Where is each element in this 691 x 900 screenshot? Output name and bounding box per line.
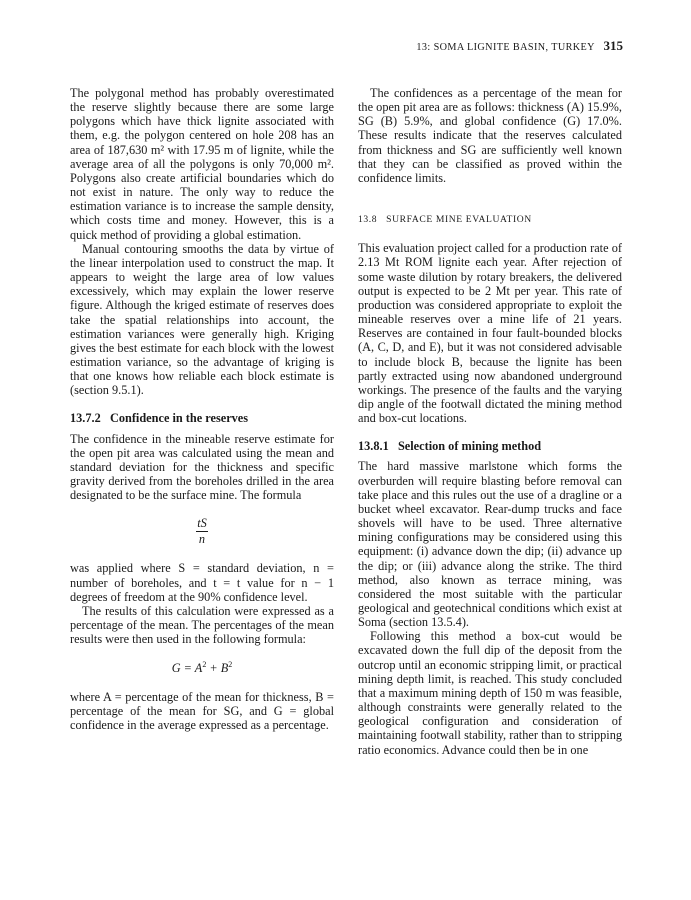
formula-exponent-a: 2 (202, 660, 207, 670)
paragraph-evaluation-project: This evaluation project called for a production rate of 2.13 Mt ROM lignite each year. After rejection of some waste dilution by rotary breakers, the delivered output is expected to be 2 Mt per year. This rate of production was considered appropriate to exploit the mineable reserves over a mine life of 21 years. Reserves are contained in four fault-bounded blocks (A, C, D, and E), but it was not considered advisable to include block B, because the lignite has been partly extracted using now abandoned underground workings. The presence of the faults and the varying dip angle of the footwall dictated the mining method and box-cut locations. (358, 241, 622, 426)
heading-13-7-2: 13.7.2 Confidence in the reserves (70, 411, 249, 426)
fraction-denominator: n (198, 532, 206, 547)
right-column (358, 86, 622, 757)
paragraph-formula-explanation: was applied where S = standard deviation, n = number of boreholes, and t = t value for n − 1 degrees of freedom at the 90% confidence level. (70, 561, 334, 604)
formula-part-g-equals-a: G = A (171, 661, 203, 676)
paragraph-confidence-estimate: The confidence in the mineable reserve estimate for the open pit area was calculated using the mean and standard deviation for the thickness and specific gravity derived from the boreholes drilled in the area designated to be the surface mine. The formula (70, 431, 334, 503)
formula-global-confidence (70, 658, 334, 675)
formula-exponent-b: 2 (228, 660, 233, 670)
paragraph-manual-contouring: Manual contouring smooths the data by virtue of the linear interpolation used to construct the map. It appears to weight the large area of low values excessively, which may explain the lower reserve figure. Although the kriged estimate of reserves does take the spatial relationships into account, the estimation variances were generally high. Kriging gives the best estimate for each block with the lowest estimation variance, so the advantage of kriging is that one knows how reliable each block estimate is (section 9.5.1). (70, 241, 334, 398)
running-header (70, 38, 623, 54)
running-title: 13: SOMA LIGNITE BASIN, TURKEY (416, 42, 595, 53)
formula-part-b: + B (206, 661, 229, 676)
paragraph-marlstone-overburden: The hard massive marlstone which forms the overburden will require blasting before removal can take place and this rules out the use of a dragline or a bucket wheel excavator. Rear-dump trucks and face shovels will have to be used. Three alternative mining configurations may be considered using this equipment: (i) advance down the dip; (ii) advance up the dip; or (iii) advance along the strike. The third method, also known as terrace mining, was considered the most suitable with the particular geological and geotechnical conditions which exist at Soma (section 13.5.4). (358, 459, 622, 630)
page-number: 315 (603, 38, 623, 53)
paragraph-results-percentage: The results of this calculation were expressed as a percentage of the mean. The percentages of the mean results were then used in the following formula: (70, 603, 334, 647)
heading-13-8: 13.8 SURFACE MINE EVALUATION (358, 214, 532, 226)
paragraph-polygonal-method: The polygonal method has probably overestimated the reserve slightly because there are some large polygons which have thick lignite associated with them, e.g. the polygon centered on hole 208 has an area of 187,630 m² with 17.95 m of lignite, while the average area of all the polygons is only 70,000 m². Polygons also create artificial boundaries which do not exist in nature. The only way to reduce the estimation variance is to increase the sample density, which costs time and money. However, this is a quick method of providing a global estimation. (70, 86, 334, 242)
left-column (70, 86, 334, 732)
paragraph-variable-definitions: where A = percentage of the mean for thickness, B = percentage of the mean for SG, and G = global confidence in the average expressed as a percentage. (70, 689, 334, 732)
paragraph-confidence-results: The confidences as a percentage of the mean for the open pit area are as follows: thickness (A) 15.9%, SG (B) 5.9%, and global confidence (G) 17.0%. These results indicate that the reserves calculated from thickness and SG are sufficiently well known that they can be classified as proved within the confidence limits. (358, 86, 622, 185)
paragraph-box-cut: Following this method a box-cut would be excavated down the full dip of the deposit from the outcrop until an economic stripping limit, or practical mining depth limit, is reached. This study concluded that a maximum mining depth of 150 m was feasible, although constraints were generally related to the geological configuration and consideration of maintaining footwall stability, rather than to stripping ratio economics. Advance could then be in one (358, 629, 622, 757)
heading-13-8-1: 13.8.1 Selection of mining method (358, 439, 542, 454)
formula-ts-over-n (70, 516, 334, 547)
fraction-numerator: tS (197, 516, 207, 531)
